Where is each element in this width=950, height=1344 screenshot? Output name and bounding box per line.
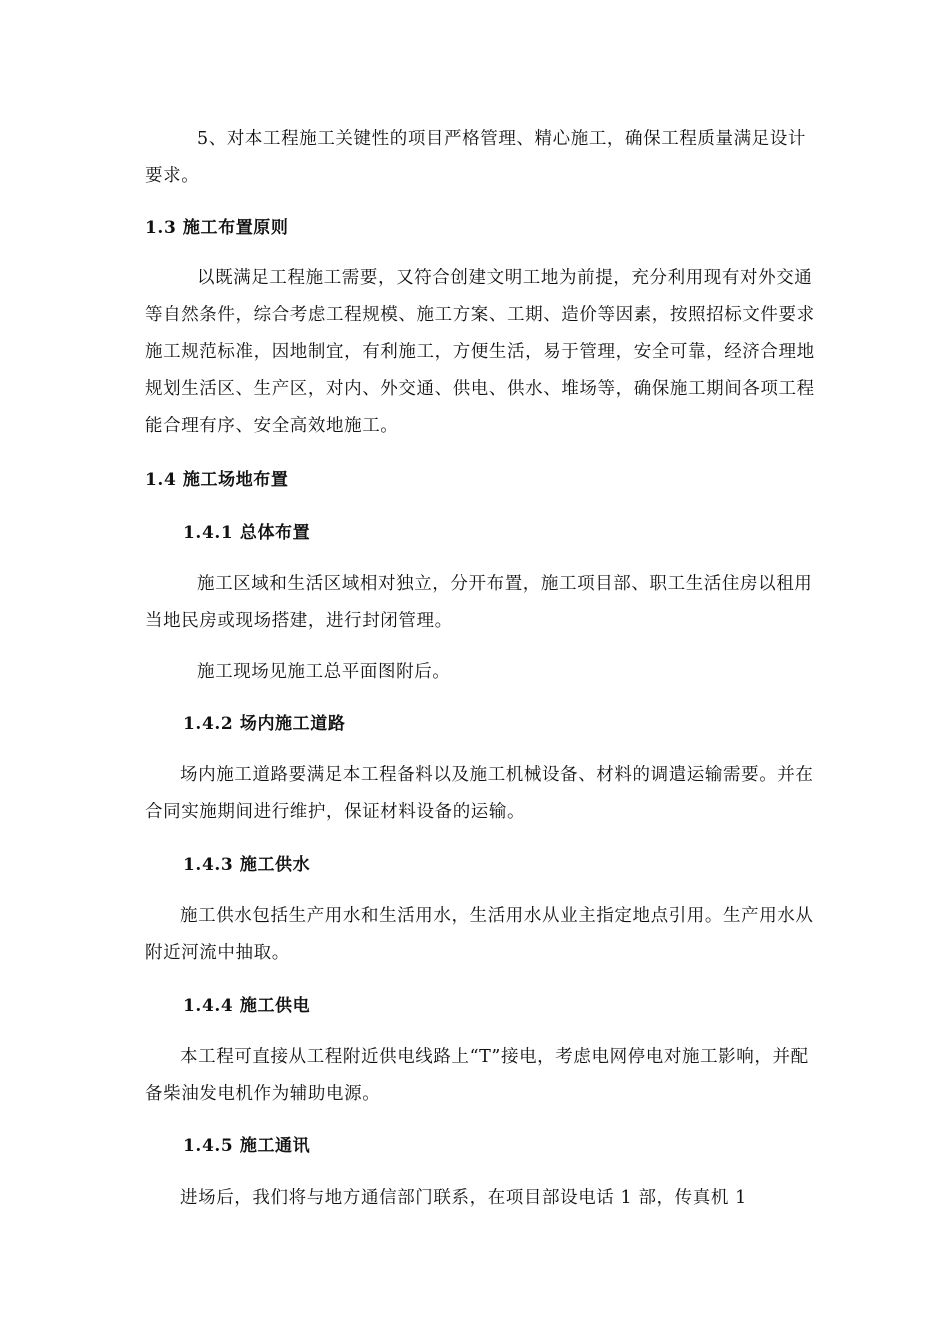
paragraph-site-road: 场内施工道路要满足本工程备料以及施工机械设备、材料的调遣运输需要。并在合同实施期间进行维护，保证材料设备的运输。 (145, 765, 814, 822)
section-heading-1-4: 1.4 施工场地布置 (145, 470, 289, 490)
paragraph-water-supply: 施工供水包括生产用水和生活用水，生活用水从业主指定地点引用。生产用水从附近河流中抽取。 (145, 906, 814, 963)
paragraph-layout-principle: 以既满足工程施工需要，又符合创建文明工地为前提，充分利用现有对外交通等自然条件，综合考虑工程规模、施工方案、工期、造价等因素，按照招标文件要求施工规范标准，因地制宜，有利施工，方便生活，易于管理，安全可靠，经济合理地规划生活区、生产区，对内、外交通、供电、供水、堆场等，确保施工期间各项工程能合理有序、安全高效地施工。 (145, 268, 815, 436)
subsection-heading-1-4-4: 1.4.4 施工供电 (183, 996, 311, 1016)
paragraph-item-5: 5、对本工程施工关键性的项目严格管理、精心施工，确保工程质量满足设计要求。 (145, 129, 807, 186)
paragraph-communication: 进场后，我们将与地方通信部门联系，在项目部设电话 1 部，传真机 1 (180, 1188, 747, 1208)
section-heading-1-3: 1.3 施工布置原则 (145, 218, 289, 238)
paragraph-overall-layout: 施工区域和生活区域相对独立，分开布置，施工项目部、职工生活住房以租用当地民房或现场搭建，进行封闭管理。 (145, 574, 813, 631)
paragraph-power-supply: 本工程可直接从工程附近供电线路上“T”接电，考虑电网停电对施工影响，并配备柴油发电机作为辅助电源。 (145, 1047, 809, 1104)
paragraph-site-plan-note: 施工现场见施工总平面图附后。 (197, 662, 451, 682)
subsection-heading-1-4-5: 1.4.5 施工通讯 (183, 1136, 311, 1156)
subsection-heading-1-4-2: 1.4.2 场内施工道路 (183, 714, 346, 734)
subsection-heading-1-4-3: 1.4.3 施工供水 (183, 855, 311, 875)
subsection-heading-1-4-1: 1.4.1 总体布置 (183, 523, 311, 543)
